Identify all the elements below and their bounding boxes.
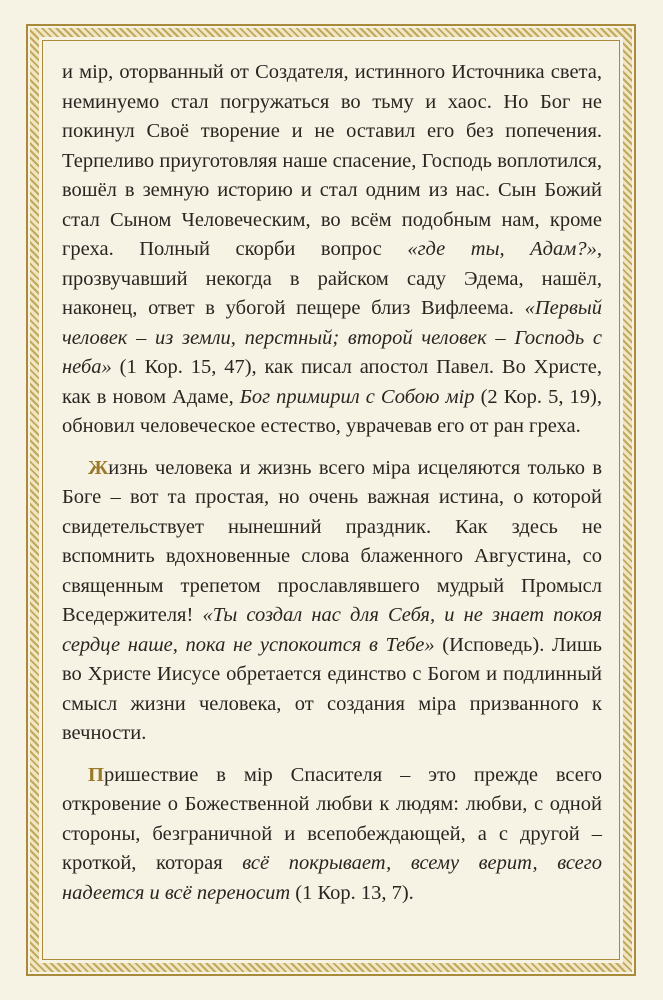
p2-seg-0: изнь человека и жизнь всего міра исцеляются только в Боге – вот та простая, но очень важная истина, о которой свидетельствует нынешний праздник. Как здесь не вспомнить вдохновенные слова блаженного Августина, со священным трепетом прославлявшего мудрый Промысл Вседержителя! — [62, 456, 602, 626]
p2-dropcap: Ж — [88, 456, 109, 479]
p1-seg-0: и мір, оторванный от Создателя, истинного Источника света, неминуемо стал погружаться во тьму и хаос. Но Бог не покинул Своё творение и не оставил его без попечения. Терпеливо приуготовляя наше спасение, Господь воплотился, вошёл в земную историю и стал одним из нас. Сын Божий стал Сыном Человеческим, во всём подобным нам, кроме греха. Полный скорби вопрос — [62, 61, 602, 260]
p1-seg-2: , прозвучавший некогда в райском саду Эдема, нашёл, наконец, ответ в убогой пещере близ Вифлеема. — [62, 238, 602, 319]
p3-seg-0: ришествие в мір Спасителя – это прежде всего откровение о Божественной любви к людям: любви, с одной стороны, безграничной и всепобеждающей, а с другой – кроткой, которая — [62, 763, 602, 874]
p1-seg-1: «где ты, Адам?» — [407, 238, 597, 260]
p3-seg-1: всё покрывает, всему верит, всего надеется и всё переносит — [62, 852, 603, 904]
paragraph-2 — [62, 454, 602, 749]
p1-seg-5: Бог примирил с Собою мір — [239, 385, 475, 408]
p2-seg-2: (Исповедь). Лишь во Христе Иисусе обретается единство с Богом и подлинный смысл жизни человека, от создания міра призванного к вечности. — [62, 633, 602, 744]
p1-seg-4: (1 Кор. 15, 47), как писал апостол Павел. Во Христе, как в новом Адаме, — [62, 356, 602, 408]
p2-seg-1: «Ты создал нас для Себя, и не знает покоя сердце наше, пока не успокоится в Тебе» — [62, 604, 602, 656]
text-body — [62, 58, 602, 908]
paragraph-1 — [62, 58, 602, 442]
paragraph-3 — [62, 761, 602, 909]
p3-dropcap: П — [88, 763, 104, 786]
p1-seg-6: (2 Кор. 5, 19), обновил человеческое естество, уврачевав его от ран греха. — [62, 385, 602, 437]
p3-seg-2: (1 Кор. 13, 7). — [290, 881, 414, 904]
p1-seg-3: «Первый человек – из земли, перстный; второй человек – Господь с неба» — [62, 297, 602, 378]
